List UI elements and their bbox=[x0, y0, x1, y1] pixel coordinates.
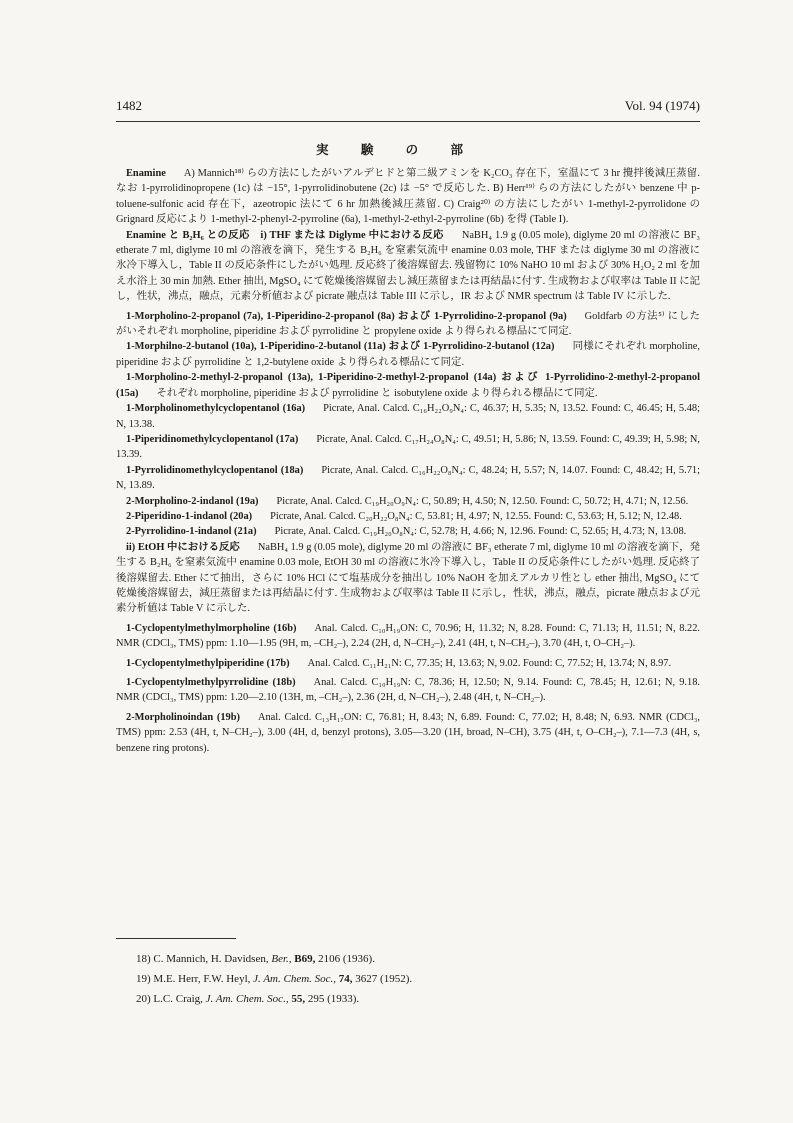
paragraph-heading: 2-Piperidino-1-indanol (20a) bbox=[126, 510, 253, 522]
paragraph-text: 同様にそれぞれ morpholine, piperidine および pyrrolidine と 1,2-butylene oxide より得られる標品にて同定. bbox=[116, 341, 700, 368]
footnote-item bbox=[116, 989, 700, 1009]
paragraph-16a bbox=[116, 401, 700, 432]
paragraph-heading: 2-Pyrrolidino-1-indanol (21a) bbox=[126, 526, 257, 538]
footnote-number: 19) bbox=[136, 973, 151, 985]
paragraph-text: Picrate, Anal. Calcd. C₁₉H₂₀O₈N₄: C, 52.78; H, 4.66; N, 12.96. Found: C, 52.65; H, 4.73; N, 13.08. bbox=[274, 526, 687, 538]
paragraph-text: NaBH₄ 1.9 g (0.05 mole), diglyme 20 ml の溶液に BF₃ etherate 7 ml, diglyme 10 ml の溶液を滴下，発生する B₂H₆ を窒素気流中 enamine 0.03 mole, EtOH 30 ml の溶液に氷冷下導入し，Table II の反応条件にしたがい処理. 反応終了後溶媒留去. Ether にて抽出，さらに 10% HCl にて塩基成分を抽出し 10% NaOH を加えアルカリ性とし ether 抽出, MgSO₄ にて乾燥後溶媒留去，減圧蒸留または再結晶に付す. 生成物および収率は Table II に示し，性状，沸点，融点，picrate 融点および元素分析値は Table V に示した. bbox=[116, 541, 701, 615]
paragraph-heading: ii) EtOH 中における反応 bbox=[126, 541, 240, 553]
paragraph-20a bbox=[116, 509, 700, 524]
paragraph-heading: 1-Cyclopentylmethylpyrrolidine (18b) bbox=[126, 677, 296, 688]
footnote-journal: J. Am. Chem. Soc., bbox=[253, 973, 337, 985]
paragraph-text: Goldfarb の方法⁵⁾ にしたがいそれぞれ morpholine, piperidine および pyrrolidine と propylene oxide より得られる標品にて同定. bbox=[116, 310, 700, 338]
footnote-journal: J. Am. Chem. Soc., bbox=[205, 993, 289, 1005]
paragraph-7a-9a bbox=[116, 309, 700, 340]
paragraph-heading: 1-Cyclopentylmethylpiperidine (17b) bbox=[126, 657, 290, 669]
journal-volume: Vol. 94 (1974) bbox=[624, 98, 700, 113]
footnote-item bbox=[116, 969, 700, 989]
footnote-item bbox=[116, 949, 700, 969]
paragraph-text: NaBH₄ 1.9 g (0.05 mole), diglyme 20 ml の溶液に BF₃ etherate 7 ml, diglyme 10 ml の溶液を滴下，発生する B₂H₆ を窒素気流中 enamine 0.03 mole, THF または diglyme 30 ml の溶液に氷冷下導入し，Table II の反応条件にしたがい処理. 反応終了後溶媒留去. 残留物に 10% NaHO 10 ml および 30% H₂O₂ 2 ml を加え水浴上 30 min 加熱. Ether 抽出, MgSO₄ にて乾燥後溶媒留去し減圧蒸留または再結晶に付す. 生成物および収率は Table II に記し，性状，沸点，融点，元素分析値および picrate 融点は Table III に示し，IR および NMR spectrum は Table IV に示した. bbox=[116, 229, 700, 303]
paragraph-17a bbox=[116, 432, 700, 463]
footnote-volume: 55, bbox=[291, 993, 306, 1005]
footnote-pages: 295 (1933). bbox=[307, 993, 360, 1005]
footnote-authors: M.E. Herr, F.W. Heyl, bbox=[153, 973, 251, 985]
footnote-pages: 2106 (1936). bbox=[318, 953, 375, 965]
paragraph-enamine bbox=[116, 166, 700, 228]
footnotes bbox=[116, 938, 700, 1009]
footnote-authors: L.C. Craig, bbox=[153, 993, 203, 1005]
paragraph-etoh bbox=[116, 540, 700, 617]
footnote-volume: B69, bbox=[294, 953, 316, 965]
footnote-volume: 74, bbox=[338, 973, 353, 985]
paragraph-21a bbox=[116, 524, 700, 539]
paragraph-heading: 1-Pyrrolidinomethylcyclopentanol (18a) bbox=[126, 464, 304, 476]
footnote-journal: Ber., bbox=[271, 953, 292, 965]
paragraph-heading: 2-Morpholino-2-indanol (19a) bbox=[126, 495, 259, 507]
paragraph-heading: Enamine と B₂H₆ との反応 i) THF または Diglyme 中における反応 bbox=[126, 229, 444, 241]
page-number: 1482 bbox=[116, 98, 142, 113]
paragraph-16b bbox=[116, 621, 700, 652]
paragraph-19a bbox=[116, 494, 700, 509]
footnote-rule bbox=[116, 938, 236, 939]
paragraph-heading: Enamine bbox=[126, 168, 166, 179]
paragraph-18a bbox=[116, 463, 700, 494]
paragraph-heading: 1-Morphilno-2-butanol (10a), 1-Piperidino-2-butanol (11a) および 1-Pyrrolidino-2-butanol (12a) bbox=[126, 341, 555, 353]
paragraph-text: Picrate, Anal. Calcd. C₁₆H₂₂O₈N₄: C, 48.24; H, 5.57; N, 14.07. Found: C, 48.42; H, 5.71; N, 13.89. bbox=[116, 464, 701, 492]
paragraph-text: それぞれ morpholine, piperidine および pyrrolidine と isobutylene oxide より得られる標品にて同定. bbox=[156, 387, 598, 399]
paragraph-text: A) Mannich¹⁸⁾ らの方法にしたがいアルデヒドと第二級アミンを K₂CO₃ 存在下，室温にて 3 hr 攪拌後減圧蒸留. なお 1-pyrrolidinopropene (1c) は −15°, 1-pyrrolidinobutene (2c) は −5° で反応した. B) Herr¹⁹⁾ らの方法にしたがい benzene 中 p-toluene-sulfonic acid 存在下，azeotropic 法にて 6 hr 加熱後減圧蒸留. C) Craig²⁰⁾ の方法にしたがい 1-methyl-2-pyrrolidone の Grignard 反応により 1-methyl-2-phenyl-2-pyrroline (6a), 1-methyl-2-ethyl-2-pyrroline (6b) を得 (Table I). bbox=[116, 168, 700, 226]
paragraph-17b bbox=[116, 656, 700, 671]
paragraph-text: Picrate, Anal. Calcd. C₂₀H₂₂O₈N₄: C, 53.81; H, 4.97; N, 12.55. Found: C, 53.63; H, 5.12; N, 12.48. bbox=[270, 510, 682, 522]
paragraph-text: Anal. Calcd. C₁₁H₂₁N: C, 77.35; H, 13.63; N, 9.02. Found: C, 77.52; H, 13.74; N, 8.97. bbox=[307, 657, 672, 669]
experimental-body bbox=[116, 166, 700, 756]
paragraph-19b bbox=[116, 710, 700, 756]
paragraph-text: Picrate, Anal. Calcd. C₁₇H₂₄O₈N₄: C, 49.51; H, 5.86; N, 13.59. Found: C, 49.39; H, 5.98; N, 13.39. bbox=[116, 433, 700, 461]
paragraph-b2h6-thf bbox=[116, 228, 700, 305]
paragraph-text: Anal. Calcd. C₁₀H₁₉N: C, 78.36; H, 12.50; N, 9.14. Found: C, 78.45; H, 12.61; N, 9.18. NMR (CDCl₃, TMS) ppm: 1.20—2.10 (13H, m, –CH₂–), 2.36 (2H, d, N–CH₂–), 2.48 (4H, t, N–CH₂–). bbox=[116, 677, 700, 704]
paragraph-text: Picrate, Anal. Calcd. C₁₆H₂₂O₉N₄: C, 46.37; H, 5.35; N, 13.52. Found: C, 46.45; H, 5.48; N, 13.38. bbox=[116, 403, 701, 430]
footnote-authors: C. Mannich, H. Davidsen, bbox=[153, 953, 269, 965]
paragraph-heading: 2-Morpholinoindan (19b) bbox=[126, 711, 240, 723]
paragraph-text: Anal. Calcd. C₁₃H₁₇ON: C, 76.81; H, 8.43; N, 6.89. Found: C, 77.02; H, 8.48; N, 6.93. NMR (CDCl₃, TMS) ppm: 2.53 (4H, t, N–CH₂–), 3.00 (4H, d, benzyl protons), 3.05—3.20 (1H, broad, N–CH), 3.75 (4H, t, O–CH₂–), 7.1—7.3 (4H, s, benzene ring protons). bbox=[116, 711, 700, 754]
paragraph-text: Picrate, Anal. Calcd. C₁₉H₂₀O₉N₄: C, 50.89; H, 4.50; N, 12.50. Found: C, 50.72; H, 4.71; N, 12.56. bbox=[276, 495, 689, 507]
paragraph-18b bbox=[116, 675, 700, 706]
footnote-pages: 3627 (1952). bbox=[355, 973, 413, 985]
section-title: 実 験 の 部 bbox=[315, 142, 478, 157]
paragraph-heading: 1-Piperidinomethylcyclopentanol (17a) bbox=[126, 433, 299, 445]
paragraph-heading: 1-Cyclopentylmethylmorpholine (16b) bbox=[126, 622, 297, 634]
paragraph-heading: 1-Morpholinomethylcyclopentanol (16a) bbox=[126, 403, 306, 415]
paragraph-text: Anal. Calcd. C₁₀H₁₉ON: C, 70.96; H, 11.32; N, 8.28. Found: C, 71.13; H, 11.51; N, 8.22. NMR (CDCl₃, TMS) ppm: 1.10—1.95 (9H, m, –CH₂–), 2.24 (2H, d, N–CH₂–), 2.41 (4H, t, N–CH₂–), 3.70 (4H, t, O–CH₂–). bbox=[116, 622, 700, 650]
paragraph-heading: 1-Morpholino-2-methyl-2-propanol (13a), 1-Piperidino-2-methyl-2-propanol (14a) および 1-Pyrrolidino-2-methyl-2-propanol (15a) bbox=[116, 372, 700, 399]
paragraph-13a-15a bbox=[116, 370, 700, 401]
footnote-number: 18) bbox=[136, 953, 151, 965]
paragraph-10a-12a bbox=[116, 339, 700, 370]
footnote-number: 20) bbox=[136, 993, 151, 1005]
header-rule bbox=[116, 121, 700, 122]
paragraph-heading: 1-Morpholino-2-propanol (7a), 1-Piperidino-2-propanol (8a) および 1-Pyrrolidino-2-propanol (9a) bbox=[126, 310, 567, 322]
